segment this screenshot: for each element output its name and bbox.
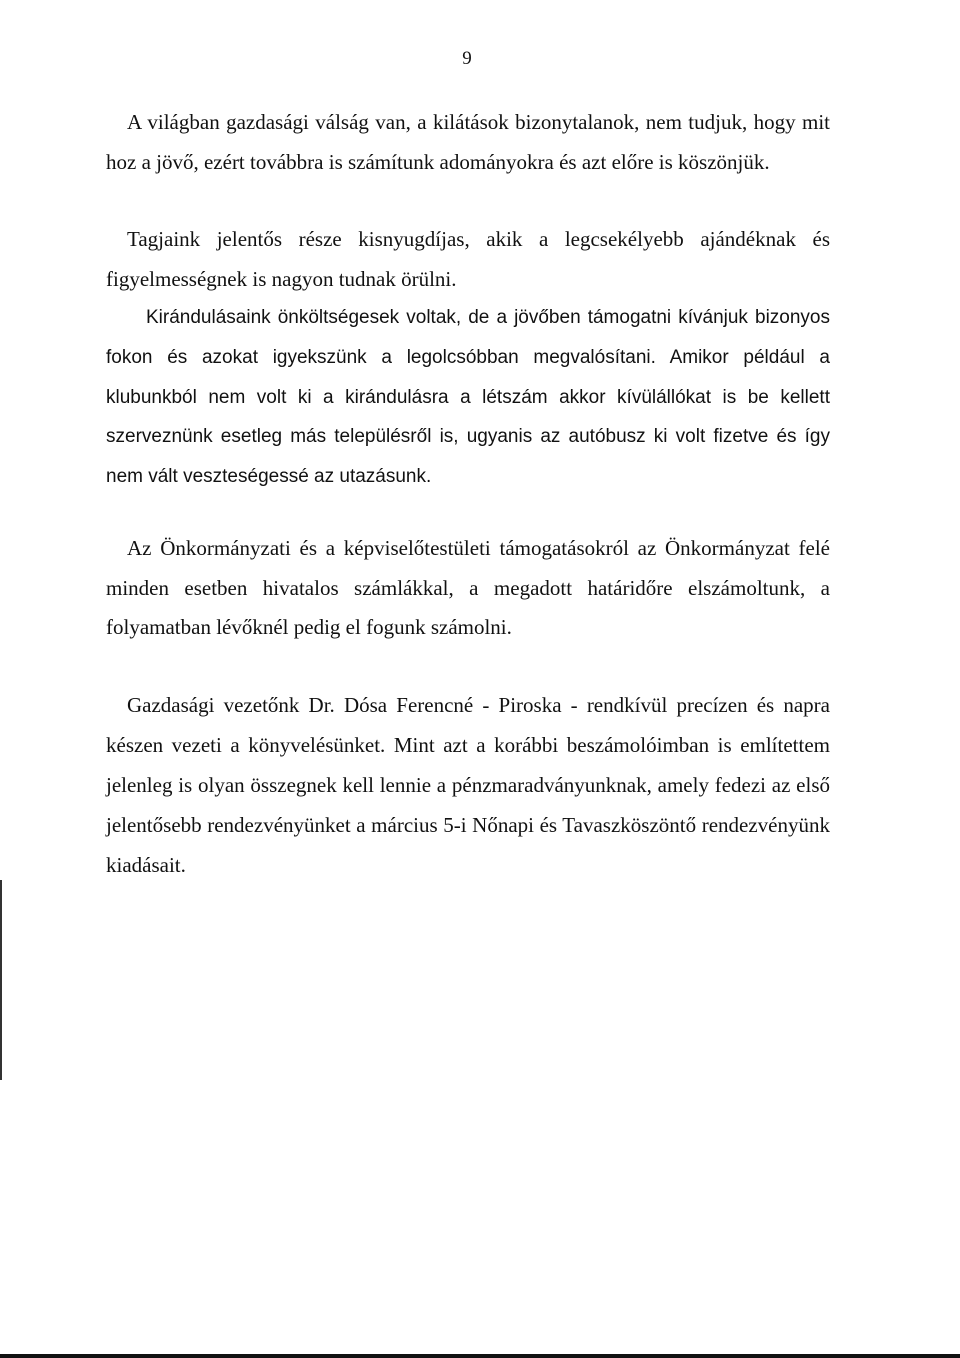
page-number: 9 bbox=[462, 48, 472, 69]
paragraph-finance-manager: Gazdasági vezetőnk Dr. Dósa Ferencné - Piroska - rendkívül precízen és napra készen vezeti a könyvelésünket. Mint azt a korábbi beszámolóimban is említettem jelenleg is olyan összegnek kell lennie a pénzmaradványunknak, amely fedezi az első jelentősebb rendezvényünket a március 5-i Nőnapi és Tavaszköszöntő rendezvényünk kiadásait. bbox=[106, 693, 830, 877]
scan-bottom-line bbox=[0, 1354, 960, 1358]
scan-edge-line bbox=[0, 880, 2, 1080]
paragraph-members: Tagjaink jelentős része kisnyugdíjas, akik a legcsekélyebb ajándéknak és figyelmességnek is nagyon tudnak örülni. bbox=[106, 227, 830, 291]
paragraph-excursions: Kirándulásaink önköltségesek voltak, de a jövőben támogatni kívánjuk bizonyos fokon és azokat igyekszünk a legolcsóbban megvalósítani. Amikor például a klubunkból nem volt ki a kirándulásra a létszám akkor kívülállókat is be kellett szerveznünk esetleg más településről is, ugyanis az autóbusz ki volt fizetve és így nem vált veszteségessé az utazásunk. bbox=[106, 307, 830, 488]
paragraph-economic-crisis: A világban gazdasági válság van, a kilátások bizonytalanok, nem tudjuk, hogy mit hoz a jövő, ezért továbbra is számítunk adományokra és azt előre is köszönjük. bbox=[106, 110, 830, 174]
paragraph-municipal-support: Az Önkormányzati és a képviselőtestületi támogatásokról az Önkormányzat felé minden esetben hivatalos számlákkal, a megadott határidőre elszámoltunk, a folyamatban lévőknél pedig el fogunk számolni. bbox=[106, 536, 830, 640]
